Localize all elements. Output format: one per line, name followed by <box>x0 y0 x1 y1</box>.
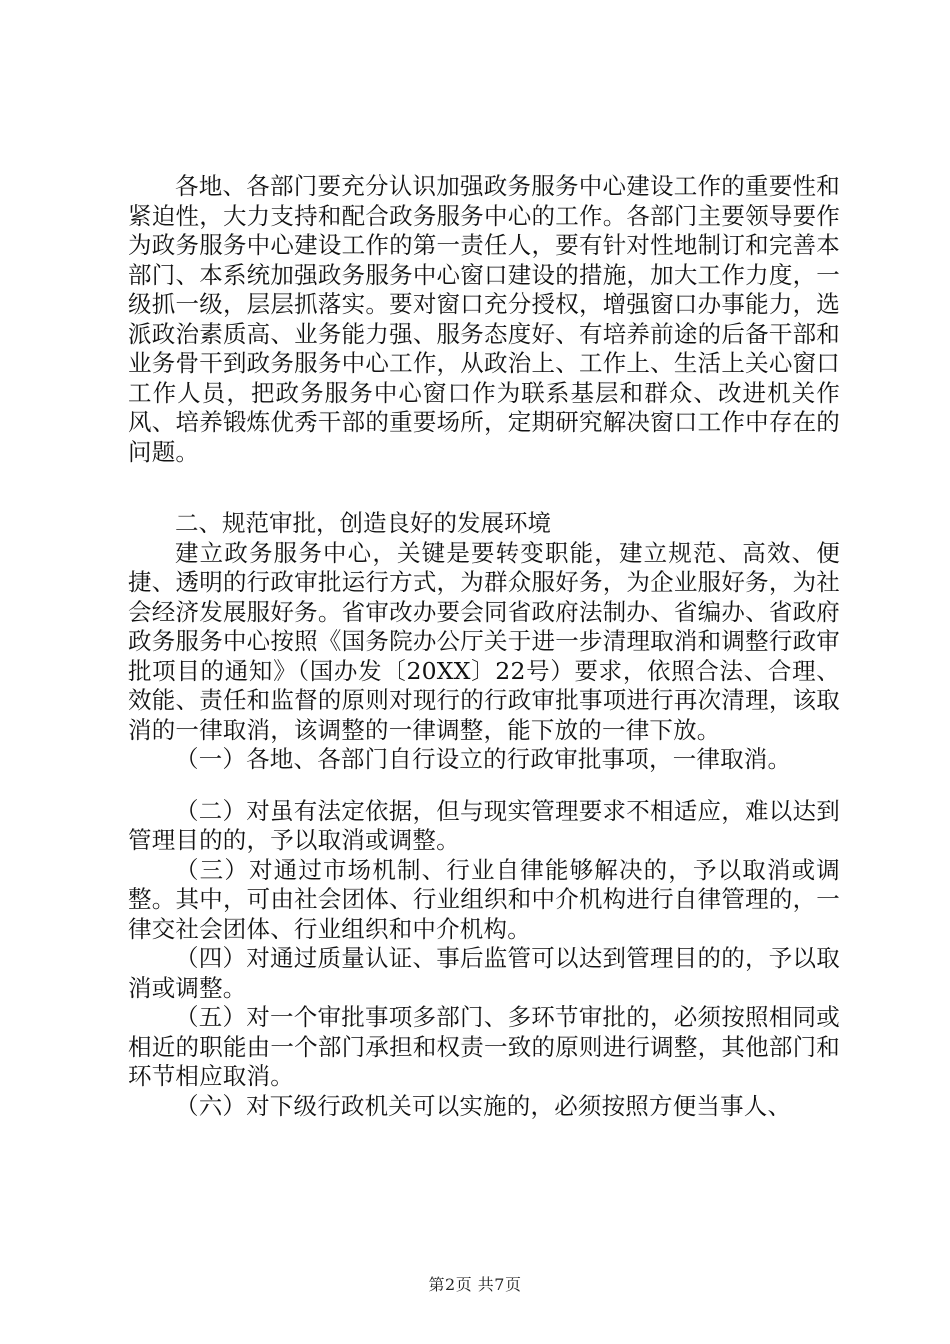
list-item-4: （四）对通过质量认证、事后监管可以达到管理目的的，予以取消或调整。 <box>128 944 840 1002</box>
paragraph-spacer <box>128 775 840 797</box>
list-item-3: （三）对通过市场机制、行业自律能够解决的，予以取消或调整。其中，可由社会团体、行业组织和中介机构进行自律管理的，一律交社会团体、行业组织和中介机构。 <box>128 855 840 943</box>
list-item-1: （一）各地、各部门自行设立的行政审批事项，一律取消。 <box>175 745 792 773</box>
list-item-2: （二）对虽有法定依据，但与现实管理要求不相适应，难以达到管理目的的，予以取消或调整。 <box>128 796 840 854</box>
section-heading-2: 二、规范审批，创造良好的发展环境 <box>175 509 551 537</box>
list-item-5: （五）对一个审批事项多部门、多环节审批的，必须按照相同或相近的职能由一个部门承担和权责一致的原则进行调整，其他部门和环节相应取消。 <box>128 1003 840 1090</box>
document-body <box>128 172 840 1121</box>
page-footer: 第2页 共7页 <box>428 1275 522 1294</box>
paragraph-spacer <box>128 467 840 509</box>
paragraph-standardize-approval: 建立政务服务中心，关键是要转变职能，建立规范、高效、便捷、透明的行政审批运行方式，为群众服好务，为企业服好务，为社会经济发展服好务。省审改办要会同省政府法制办、省编办、省政府政务服务中心按照《国务院办公厅关于进一步清理取消和调整行政审批项目的通知》（国办发〔20XX〕22号）要求，依照合法、合理、效能、责任和监督的原则对现行的行政审批事项进行再次清理，该取消的一律取消，该调整的一律调整，能下放的一律下放。 <box>128 538 840 744</box>
list-item-6: （六）对下级行政机关可以实施的，必须按照方便当事人、 <box>175 1091 792 1120</box>
paragraph-departments-support: 各地、各部门要充分认识加强政务服务中心建设工作的重要性和紧迫性，大力支持和配合政务服务中心的工作。各部门主要领导要作为政务服务中心建设工作的第一责任人，要有针对性地制订和完善本部门、本系统加强政务服务中心窗口建设的措施，加大工作力度，一级抓一级，层层抓落实。要对窗口充分授权，增强窗口办事能力，选派政治素质高、业务能力强、服务态度好、有培养前途的后备干部和业务骨干到政务服务中心工作，从政治上、工作上、生活上关心窗口工作人员，把政务服务中心窗口作为联系基层和群众、改进机关作风、培养锻炼优秀干部的重要场所，定期研究解决窗口工作中存在的问题。 <box>128 172 840 466</box>
